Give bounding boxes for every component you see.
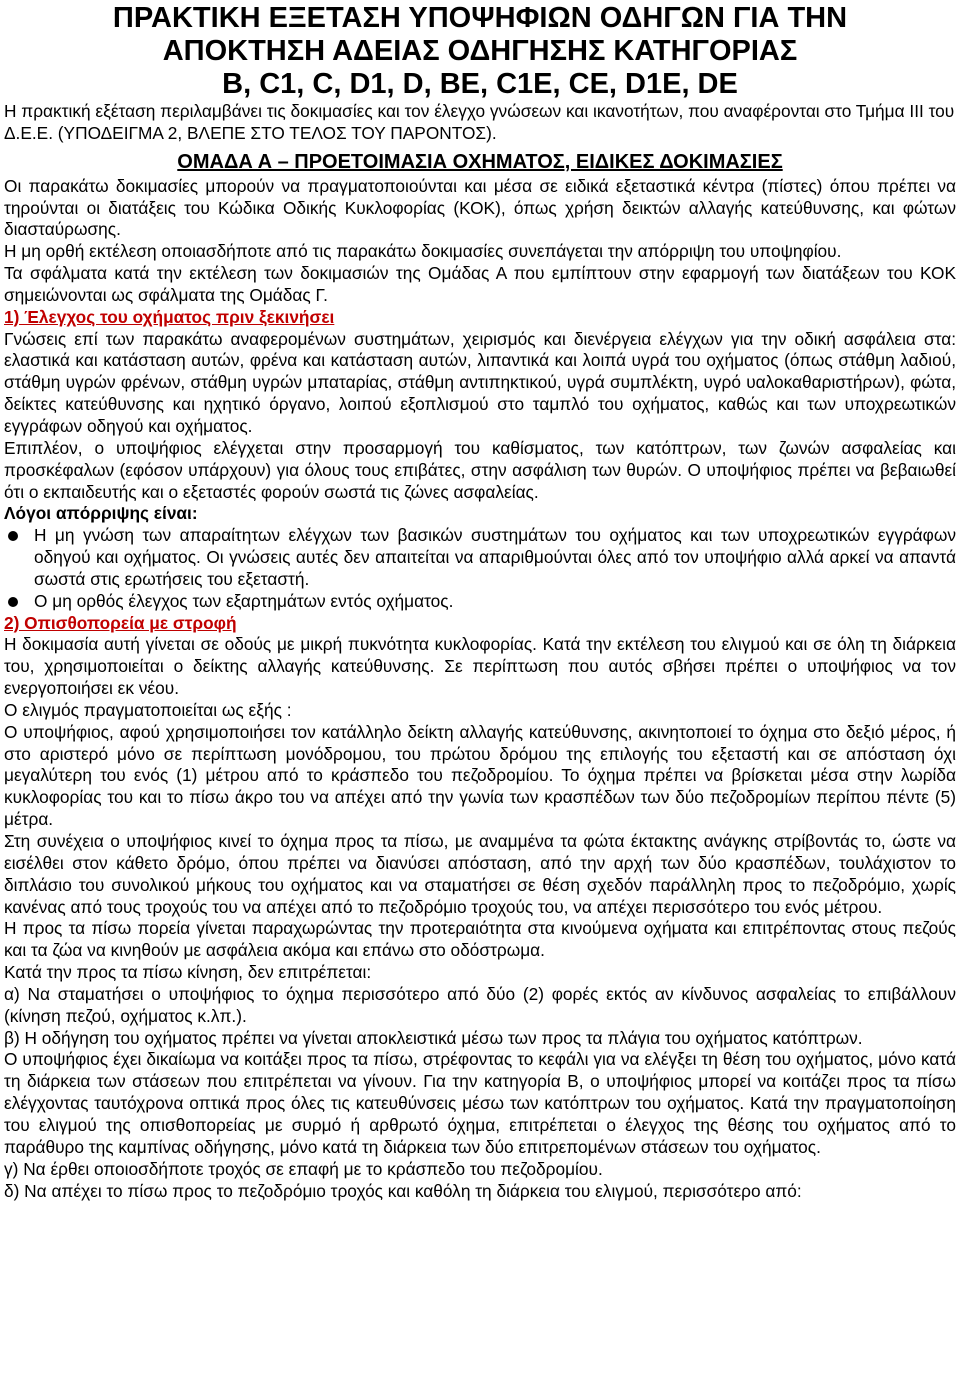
section-2-paragraph-5: Η προς τα πίσω πορεία γίνεται παραχωρώντας την προτεραιότητα στα κινούμενα οχήματα και επιτρέποντας στους πεζούς και τα ζώα να κινηθούν με ασφάλεια ακόμα και επάνω στο οδόστρωμα. (4, 918, 956, 961)
rejection-reasons-label: Λόγοι απόρριψης είναι: (4, 503, 198, 524)
section-1-heading: 1) Έλεγχος του οχήματος πριν ξεκινήσει (4, 306, 335, 327)
section-2-paragraph-6: Κατά την προς τα πίσω κίνηση, δεν επιτρέπεται: (4, 962, 372, 983)
rejection-reasons-list (4, 525, 956, 612)
section-2-paragraph-8: β) Η οδήγηση του οχήματος πρέπει να γίνεται αποκλειστικά μέσω των προς τα πλάγια του οχήματος κατόπτρων. (4, 1027, 863, 1048)
list-item (4, 591, 956, 613)
section-2-paragraph-7: α) Να σταματήσει ο υποψήφιος το όχημα περισσότερο από δύο (2) φορές εκτός αν κίνδυνος ασφαλείας το επιβάλλουν (κίνηση πεζού, οχήματος κ.λπ.). (4, 983, 956, 1026)
list-item-text: Ο μη ορθός έλεγχος των εξαρτημάτων εντός οχήματος. (34, 590, 454, 611)
section-2-paragraph-2: Ο ελιγμός πραγματοποιείται ως εξής : (4, 699, 292, 720)
intro-paragraph: Η πρακτική εξέταση περιλαμβάνει τις δοκιμασίες και τον έλεγχο γνώσεων και ικανοτήτων, που αναφέρονται στο Τμήμα ΙΙΙ του Δ.Ε.Ε. (ΥΠΟΔΕΙΓΜΑ 2, ΒΛΕΠΕ ΣΤΟ ΤΕΛΟΣ ΤΟΥ ΠΑΡΟΝΤΟΣ). (4, 101, 955, 143)
bullet-icon (8, 597, 18, 607)
section-1-paragraph-1: Γνώσεις επί των παρακάτω αναφερομένων συστημάτων, χειρισμός και διενέργεια ελέγχων για την οδική ασφάλεια στα: ελαστικά και κατάσταση αυτών, φρένα και κατάσταση αυτών, λιπαντικά και λοιπά υγρά του οχήματος (όπως στάθμη λαδιού, στάθμη υγρών φρένων, στάθμη υγρών μπαταρίας, στάθμη αντιπηκτικού, υγρά συμπλέκτη, υγρό υαλοκαθαριστήρων), φώτα, δείκτες κατεύθυνσης και ηχητικό όργανο, λοιπού εξοπλισμού στο ταμπλό του οχήματος, καθώς και των υποχρεωτικών εγγράφων οδηγού και οχήματος. (4, 328, 956, 436)
group-a-paragraph-3: Τα σφάλματα κατά την εκτέλεση των δοκιμασιών της Ομάδας Α που εμπίπτουν στην εφαρμογή των διατάξεων του ΚΟΚ σημειώνονται ως σφάλματα της Ομάδας Γ. (4, 263, 956, 305)
title-line-3: B, C1, C, D1, D, BE, C1E, CE, D1E, DE (222, 68, 738, 100)
section-2-paragraph-3: Ο υποψήφιος, αφού χρησιμοποιήσει τον κατάλληλο δείκτη αλλαγής κατεύθυνσης, ακινητοποιεί το όχημα στο δεξιό μέρος, ή στο αριστερό μόνο σε περίπτωση μονόδρομου, του πρώτου δρόμου της επιλογής του εξεταστή και σε απόσταση όχι μεγαλύτερη του ενός (1) μέτρου από το κράσπεδο του πεζοδρομίου. Το όχημα πρέπει να βρίσκεται μέσα στην λωρίδα κυκλοφορίας του και το πίσω άκρο του να απέχει από την γωνία των κρασπέδων των δύο πεζοδρομίων περίπου πέντε (5) μέτρα. (4, 721, 956, 830)
section-2-paragraph-4: Στη συνέχεια ο υποψήφιος κινεί το όχημα προς τα πίσω, με αναμμένα τα φώτα έκτακτης ανάγκης στρίβοντάς το, ώστε να εισέλθει στον κάθετο δρόμο, όπου πρέπει να διανύσει απόσταση, από την αρχή των δύο κρασπέδων, τουλάχιστον το διπλάσιο του συνολικού μήκους του οχήματος και να σταματήσει σε θέση σχεδόν παράλληλη προς το πεζοδρόμιο, χωρίς κανένας από τους τροχούς του να απέχει από το πεζοδρόμιο τροχούς του, να απέχει περισσότερο του ενός μέτρου. (4, 831, 956, 917)
group-a-paragraph-2: Η μη ορθή εκτέλεση οποιασδήποτε από τις παρακάτω δοκιμασίες συνεπάγεται την απόρριψη του υποψηφίου. (4, 241, 842, 262)
section-2-paragraph-10: γ) Να έρθει οποιοσδήποτε τροχός σε επαφή με το κράσπεδο του πεζοδρομίου. (4, 1158, 603, 1179)
section-2-heading: 2) Οπισθοπορεία με στροφή (4, 612, 237, 633)
group-a-paragraph-1: Οι παρακάτω δοκιμασίες μπορούν να πραγματοποιούνται και μέσα σε ειδικά εξεταστικά κέντρα (πίστες) όπου πρέπει να τηρούνται οι διατάξεις του Κώδικα Οδικής Κυκλοφορίας (ΚΟΚ), όπως χρήση δεικτών αλλαγής κατεύθυνσης, και φώτων διασταύρωσης. (4, 175, 956, 240)
document-title (4, 0, 956, 101)
title-line-2: ΑΠΟΚΤΗΣΗ ΑΔΕΙΑΣ ΟΔΗΓΗΣΗΣ ΚΑΤΗΓΟΡΙΑΣ (162, 35, 798, 67)
list-item-text: Η μη γνώση των απαραίτητων ελέγχων των βασικών συστημάτων του οχήματος και των υποχρεωτικών εγγράφων οδηγού και οχήματος. Οι γνώσεις αυτές δεν απαιτείται να απαριθμούνται όλες από τον υποψήφιο αλλά αρκεί να απαντά σωστά στις ερωτήσεις του εξεταστή. (34, 525, 956, 589)
group-a-heading: ΟΜΑΔΑ Α – ΠΡΟΕΤΟΙΜΑΣΙΑ ΟΧΗΜΑΤΟΣ, ΕΙΔΙΚΕΣ ΔΟΚΙΜΑΣΙΕΣ (177, 150, 783, 173)
title-line-1: ΠΡΑΚΤΙΚΗ ΕΞΕΤΑΣΗ ΥΠΟΨΗΦΙΩΝ ΟΔΗΓΩΝ ΓΙΑ ΤΗΝ (112, 2, 848, 34)
section-2-paragraph-1: Η δοκιμασία αυτή γίνεται σε οδούς με μικρή πυκνότητα κυκλοφορίας. Κατά την εκτέλεση του ελιγμού και σε όλη τη διάρκεια του, χρησιμοποιείται ο δείκτης αλλαγής κατεύθυνσης. Σε περίπτωση που αυτός σβήσει πρέπει ο υποψήφιος να τον ενεργοποιήσει εκ νέου. (4, 634, 956, 699)
document-page (4, 0, 956, 1202)
bullet-icon (8, 531, 18, 541)
list-item (4, 525, 956, 591)
section-1-paragraph-2: Επιπλέον, ο υποψήφιος ελέγχεται στην προσαρμογή του καθίσματος, των κατόπτρων, των ζωνών ασφαλείας και προσκέφαλων (εφόσον υπάρχουν) για όλους τους επιβάτες, στην ασφάλιση των θυρών. Ο υποψήφιος πρέπει να βεβαιωθεί ότι ο εκπαιδευτής και ο εξεταστές φορούν σωστά τις ζώνες ασφαλείας. (4, 437, 956, 502)
section-2-paragraph-9: Ο υποψήφιος έχει δικαίωμα να κοιτάξει προς τα πίσω, στρέφοντας το κεφάλι για να ελέγξει τη θέση του οχήματος, μόνο κατά τη διάρκεια των στάσεων που επιτρέπεται να γίνουν. Για την κατηγορία Β, ο υποψήφιος μπορεί να κοιτάζει προς τα πίσω ελέγχοντας ταυτόχρονα οπτικά προς όλες τις κατευθύνσεις μέσω των κατόπτρων του οχήματος. Κατά την πραγματοποίηση του ελιγμού της οπισθοπορείας με συρμό ή αρθρωτό όχημα, επιτρέπεται ο έλεγχος της θέσης του οχήματος από το παράθυρο της καμπίνας οδήγησης, μόνο κατά τη διάρκεια των δύο επιτρεπομένων στάσεων του οχήματος. (4, 1049, 956, 1157)
section-2-paragraph-11: δ) Να απέχει το πίσω προς το πεζοδρόμιο τροχός και καθόλη τη διάρκεια του ελιγμού, περισσότερο από: (4, 1180, 802, 1201)
